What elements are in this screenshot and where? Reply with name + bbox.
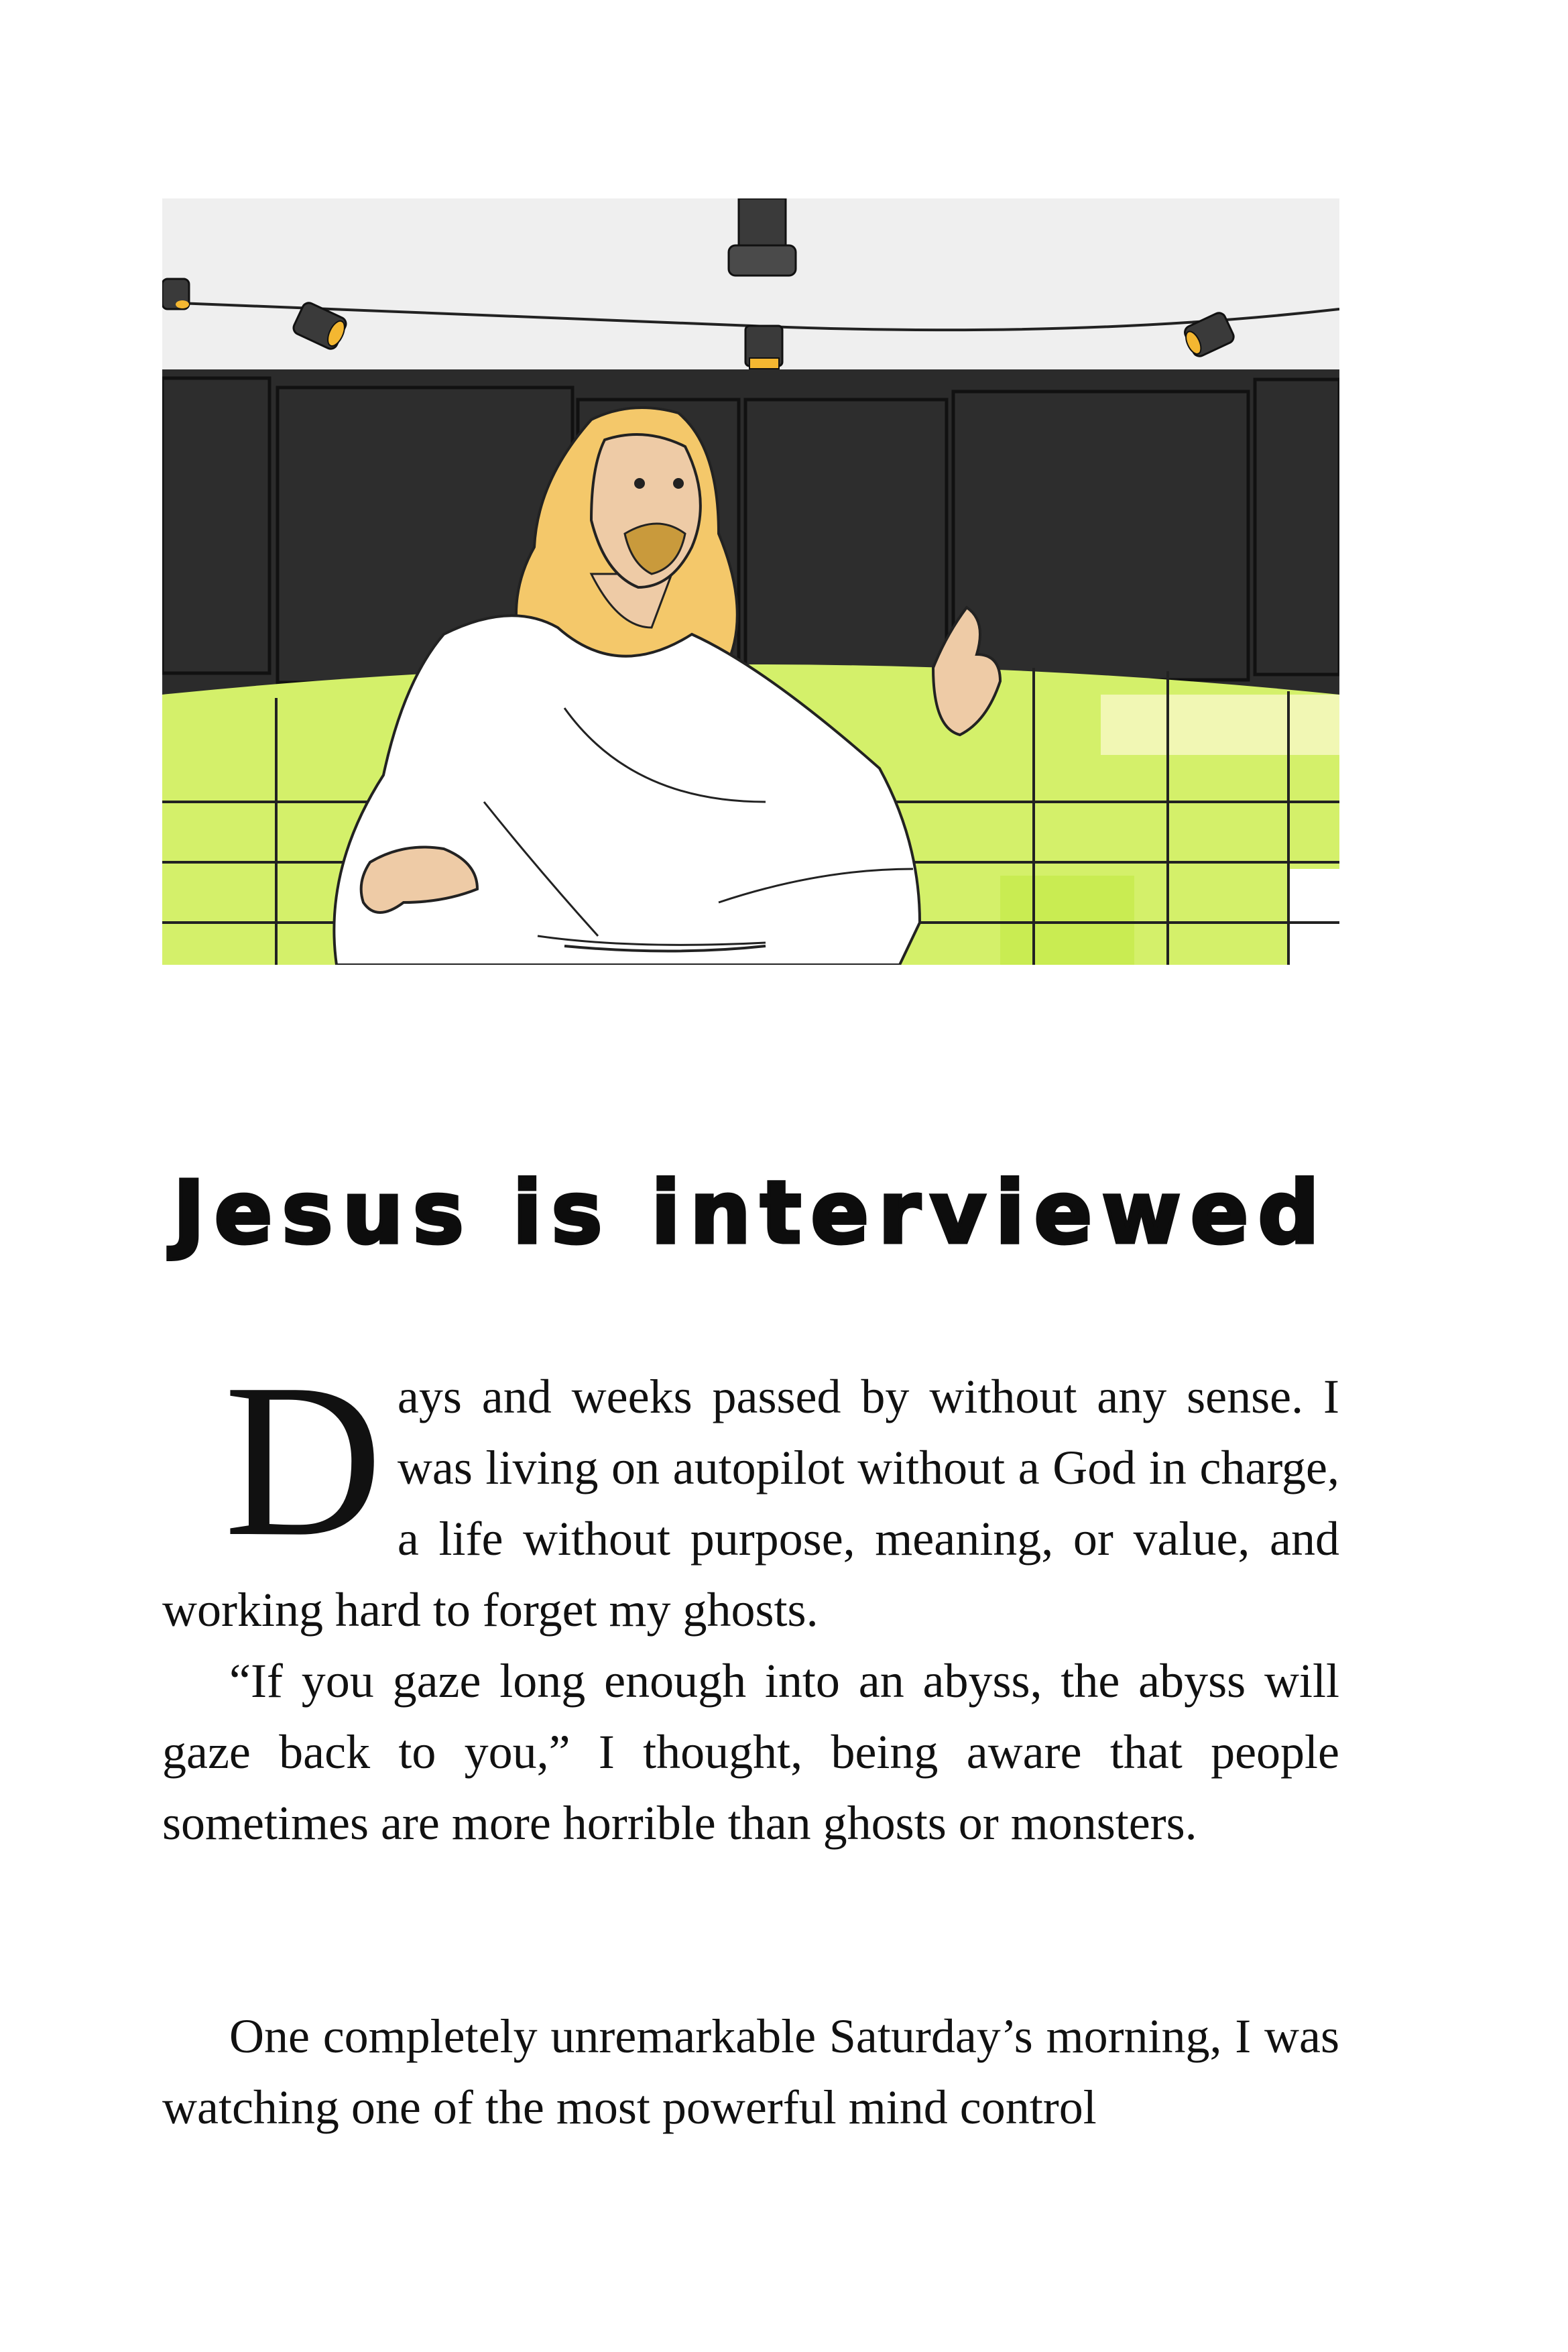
eye xyxy=(634,478,645,489)
studio-screen-panels xyxy=(162,369,1339,705)
eye xyxy=(673,478,684,489)
paragraph-2: “If you gaze long enough into an abyss, the abyss will gaze back to you,” I thought, being aware that people sometimes are more horrible than ghosts or monsters. xyxy=(162,1654,1339,1850)
illustration-svg xyxy=(162,198,1339,965)
drop-cap: D xyxy=(224,1338,383,1582)
chapter-body xyxy=(162,1338,1339,2143)
paragraph-3: One completely unremarkable Saturday’s morning, I was watching one of the most powerful mind control xyxy=(162,2009,1339,2134)
section-break xyxy=(162,1859,1339,2001)
paragraph-1-text: ays and weeks passed by without any sense. I was living on autopilot without a God in charge, a life without purpose, meaning, or value, and working hard to forget my ghosts. xyxy=(162,1370,1339,1637)
spotlight-icon xyxy=(745,326,782,369)
chapter-title: Jesus is interviewed xyxy=(172,1163,1329,1263)
paragraph-1 xyxy=(162,1338,1339,1645)
ceiling-camera-icon xyxy=(729,198,796,276)
spotlight-icon xyxy=(162,279,189,309)
jesus-tv-studio-illustration xyxy=(162,198,1339,965)
